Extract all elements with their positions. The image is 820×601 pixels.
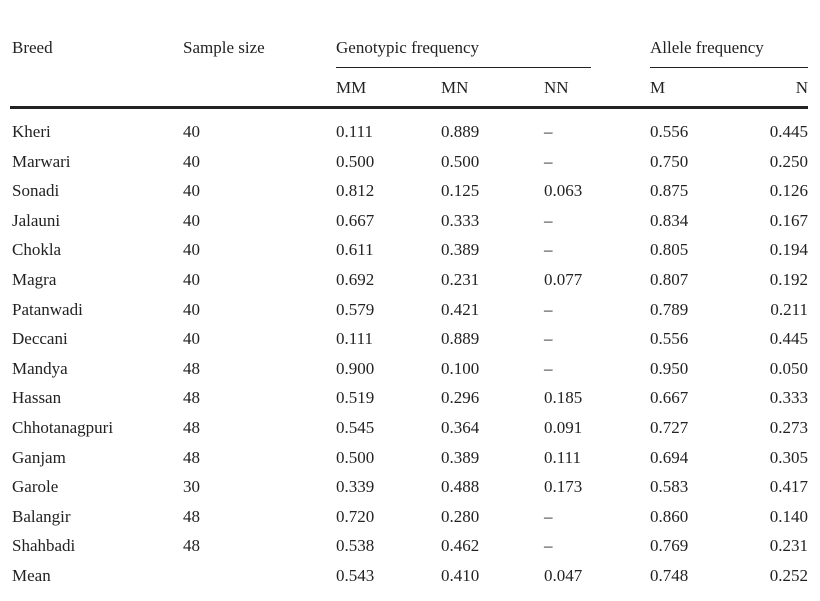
- cell-nn: 0.077: [544, 270, 583, 289]
- header-sample-size: Sample size: [183, 38, 265, 57]
- cell-breed: Kheri: [12, 122, 51, 141]
- cell-nn: –: [544, 211, 553, 230]
- cell-nn: –: [544, 240, 553, 259]
- cell-mn: 0.296: [441, 388, 480, 407]
- cell-m: 0.807: [650, 270, 689, 289]
- cell-mm: 0.111: [336, 329, 373, 348]
- cell-nn: –: [544, 329, 553, 348]
- header-genotypic-frequency: Genotypic frequency: [336, 38, 480, 57]
- cell-breed: Shahbadi: [12, 536, 76, 555]
- cell-mn: 0.125: [441, 181, 480, 200]
- cell-breed: Ganjam: [12, 448, 66, 467]
- cell-n: 0.140: [769, 507, 808, 526]
- cell-breed: Hassan: [12, 388, 62, 407]
- cell-mn: 0.231: [441, 270, 480, 289]
- cell-n: 0.250: [769, 152, 808, 171]
- cell-n: 0.417: [769, 477, 808, 496]
- cell-mm: 0.900: [336, 359, 375, 378]
- cell-breed: Marwari: [12, 152, 71, 171]
- cell-mm: 0.500: [336, 152, 375, 171]
- cell-mm: 0.538: [336, 536, 375, 555]
- cell-m: 0.556: [650, 122, 689, 141]
- cell-nn: –: [544, 536, 553, 555]
- cell-size: 48: [183, 418, 200, 437]
- header-mn: MN: [441, 78, 469, 97]
- cell-mm: 0.692: [336, 270, 375, 289]
- allele-group-rule: [650, 67, 808, 68]
- cell-breed: Chokla: [12, 240, 62, 259]
- cell-nn: 0.063: [544, 181, 583, 200]
- header-n: N: [795, 78, 808, 97]
- cell-n: 0.194: [769, 240, 808, 259]
- cell-m: 0.834: [650, 211, 689, 230]
- cell-size: 40: [183, 181, 200, 200]
- cell-n: 0.126: [769, 181, 808, 200]
- cell-breed: Chhotanagpuri: [12, 418, 114, 437]
- cell-mn: 0.389: [441, 240, 480, 259]
- cell-size: 48: [183, 536, 200, 555]
- cell-n: 0.445: [769, 122, 808, 141]
- cell-size: 40: [183, 240, 200, 259]
- cell-size: 40: [183, 270, 200, 289]
- cell-nn: 0.173: [544, 477, 583, 496]
- cell-breed: Mean: [12, 566, 51, 585]
- cell-nn: –: [544, 359, 553, 378]
- cell-n: 0.445: [769, 329, 808, 348]
- cell-n: 0.333: [769, 388, 808, 407]
- cell-m: 0.556: [650, 329, 689, 348]
- cell-size: 30: [183, 477, 200, 496]
- cell-breed: Jalauni: [12, 211, 61, 230]
- cell-m: 0.583: [650, 477, 689, 496]
- cell-mn: 0.333: [441, 211, 480, 230]
- cell-n: 0.167: [769, 211, 808, 230]
- cell-m: 0.748: [650, 566, 689, 585]
- header-rule: [10, 106, 808, 109]
- cell-breed: Mandya: [12, 359, 68, 378]
- cell-m: 0.875: [650, 181, 689, 200]
- cell-mm: 0.500: [336, 448, 375, 467]
- cell-nn: –: [544, 507, 553, 526]
- cell-nn: 0.091: [544, 418, 583, 437]
- cell-m: 0.727: [650, 418, 689, 437]
- header-breed: Breed: [12, 38, 53, 57]
- cell-mm: 0.579: [336, 300, 375, 319]
- cell-mn: 0.364: [441, 418, 480, 437]
- cell-mn: 0.410: [441, 566, 480, 585]
- cell-mn: 0.488: [441, 477, 480, 496]
- cell-mm: 0.543: [336, 566, 375, 585]
- cell-nn: 0.111: [544, 448, 581, 467]
- cell-size: 40: [183, 300, 200, 319]
- cell-m: 0.950: [650, 359, 689, 378]
- header-nn: NN: [544, 78, 569, 97]
- cell-nn: 0.047: [544, 566, 583, 585]
- cell-mm: 0.519: [336, 388, 375, 407]
- cell-mm: 0.611: [336, 240, 374, 259]
- header-allele-frequency: Allele frequency: [650, 38, 764, 57]
- cell-nn: –: [544, 122, 553, 141]
- cell-n: 0.192: [769, 270, 808, 289]
- cell-size: 40: [183, 329, 200, 348]
- cell-size: 48: [183, 507, 200, 526]
- cell-mn: 0.100: [441, 359, 480, 378]
- cell-mm: 0.111: [336, 122, 373, 141]
- cell-m: 0.694: [650, 448, 689, 467]
- cell-n: 0.231: [769, 536, 808, 555]
- cell-mn: 0.421: [441, 300, 480, 319]
- cell-breed: Balangir: [12, 507, 71, 526]
- cell-breed: Patanwadi: [12, 300, 83, 319]
- cell-n: 0.252: [769, 566, 808, 585]
- cell-m: 0.805: [650, 240, 689, 259]
- cell-size: 40: [183, 211, 200, 230]
- genotypic-group-rule: [336, 67, 591, 68]
- cell-m: 0.789: [650, 300, 689, 319]
- cell-mn: 0.280: [441, 507, 480, 526]
- cell-mn: 0.889: [441, 122, 480, 141]
- cell-mn: 0.889: [441, 329, 480, 348]
- cell-mn: 0.462: [441, 536, 480, 555]
- cell-n: 0.211: [770, 300, 808, 319]
- cell-nn: –: [544, 152, 553, 171]
- cell-size: 48: [183, 359, 200, 378]
- cell-mn: 0.389: [441, 448, 480, 467]
- cell-m: 0.667: [650, 388, 689, 407]
- header-m: M: [650, 78, 666, 97]
- cell-n: 0.305: [769, 448, 808, 467]
- cell-breed: Sonadi: [12, 181, 60, 200]
- cell-mm: 0.720: [336, 507, 375, 526]
- cell-n: 0.050: [769, 359, 808, 378]
- cell-n: 0.273: [769, 418, 808, 437]
- cell-mm: 0.545: [336, 418, 375, 437]
- cell-size: 40: [183, 122, 200, 141]
- cell-size: 48: [183, 448, 200, 467]
- cell-mn: 0.500: [441, 152, 480, 171]
- cell-nn: 0.185: [544, 388, 583, 407]
- cell-mm: 0.667: [336, 211, 375, 230]
- cell-mm: 0.812: [336, 181, 375, 200]
- cell-m: 0.860: [650, 507, 689, 526]
- header-mm: MM: [336, 78, 367, 97]
- cell-m: 0.769: [650, 536, 689, 555]
- cell-mm: 0.339: [336, 477, 375, 496]
- cell-breed: Magra: [12, 270, 57, 289]
- cell-breed: Deccani: [12, 329, 68, 348]
- cell-size: 40: [183, 152, 200, 171]
- cell-m: 0.750: [650, 152, 689, 171]
- cell-size: 48: [183, 388, 200, 407]
- cell-nn: –: [544, 300, 553, 319]
- cell-breed: Garole: [12, 477, 59, 496]
